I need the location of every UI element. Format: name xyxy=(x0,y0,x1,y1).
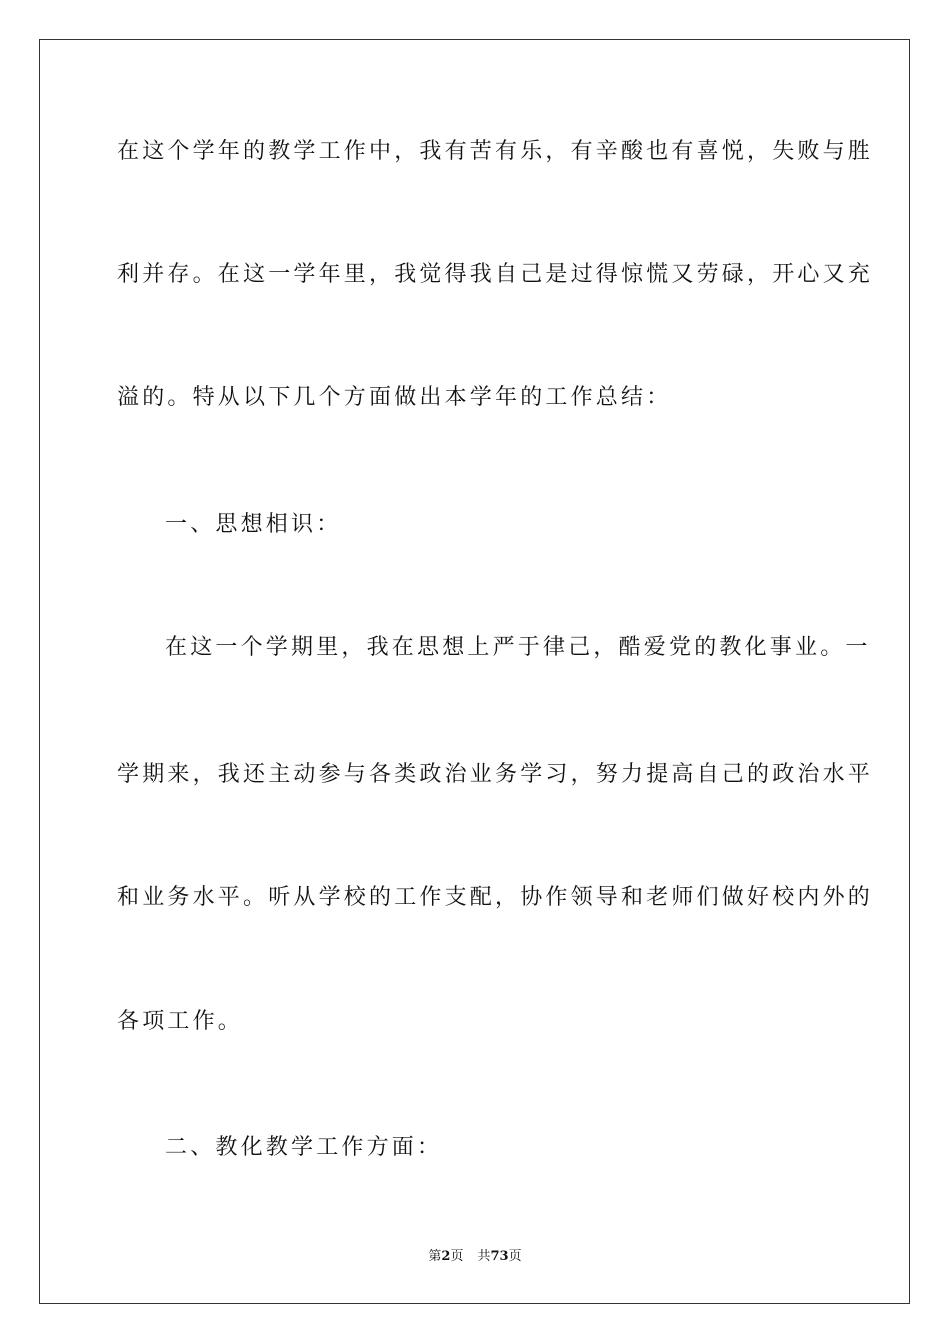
total-prefix: 共 xyxy=(477,1249,491,1264)
page-prefix: 第 xyxy=(428,1249,442,1264)
total-suffix: 页 xyxy=(508,1249,522,1264)
body-text-line: 溢的。特从以下几个方面做出本学年的工作总结： xyxy=(117,385,672,410)
page-border xyxy=(39,39,910,1304)
body-text-line: 在这一个学期里，我在思想上严于律己，酷爱党的教化事业。一 xyxy=(165,635,871,660)
page-number: 2 xyxy=(441,1249,451,1264)
page-footer xyxy=(0,1248,950,1266)
section-heading-1: 一、思想相识： xyxy=(165,512,342,537)
body-text-line: 学期来，我还主动参与各类政治业务学习，努力提高自己的政治水平 xyxy=(117,762,874,787)
body-text-line: 和业务水平。听从学校的工作支配，协作领导和老师们做好校内外的 xyxy=(117,885,874,910)
body-text-line: 利并存。在这一学年里，我觉得我自己是过得惊慌又劳碌，开心又充 xyxy=(117,262,874,287)
page-suffix: 页 xyxy=(450,1249,464,1264)
total-pages: 73 xyxy=(490,1249,509,1264)
body-text-line: 在这个学年的教学工作中，我有苦有乐，有辛酸也有喜悦，失败与胜 xyxy=(117,139,874,164)
section-heading-2: 二、教化教学工作方面： xyxy=(165,1135,443,1160)
body-text-line: 各项工作。 xyxy=(117,1009,244,1034)
